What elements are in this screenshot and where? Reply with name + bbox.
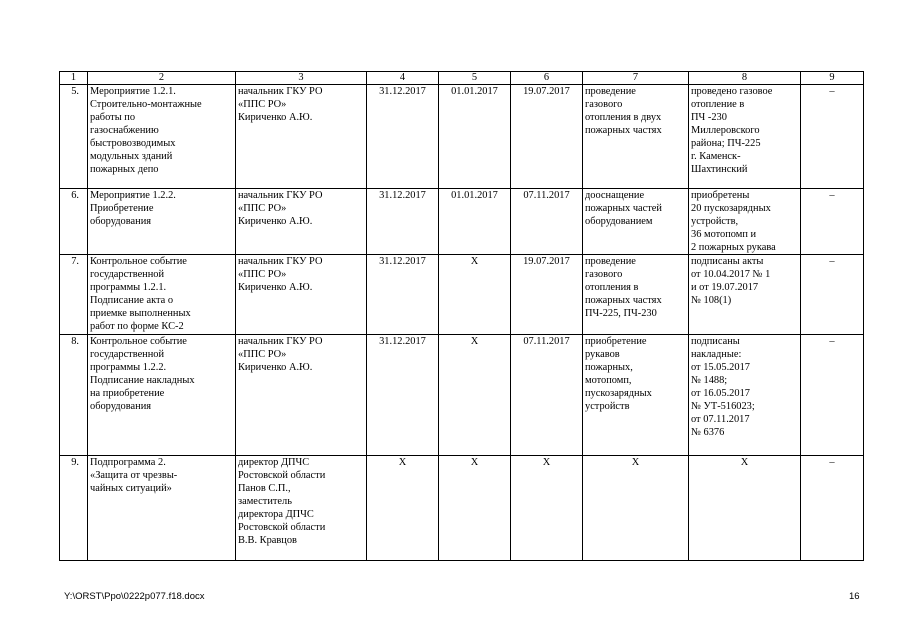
header-cell: 1 [60, 72, 88, 85]
page-number: 16 [849, 591, 860, 602]
date-fact-cell: 07.11.2017 [511, 189, 583, 255]
note-cell: – [801, 189, 864, 255]
result-fact-cell: проведено газовое отопление в ПЧ -230 Миллеровского района; ПЧ-225 г. Каменск- Шахтинский [689, 85, 801, 189]
date-start-cell: 01.01.2017 [439, 189, 511, 255]
result-fact-cell: подписаны накладные: от 15.05.2017 № 1488; от 16.05.2017 № УТ-516023; от 07.11.2017 № 6376 [689, 335, 801, 456]
responsible-cell: начальник ГКУ РО «ППС РО» Кириченко А.Ю. [236, 85, 367, 189]
note-cell: – [801, 335, 864, 456]
header-cell: 2 [88, 72, 236, 85]
table-row [60, 335, 864, 456]
header-cell: 9 [801, 72, 864, 85]
date-start-cell: Х [439, 255, 511, 335]
note-cell: – [801, 85, 864, 189]
date-plan-cell: 31.12.2017 [367, 255, 439, 335]
event-cell: Мероприятие 1.2.1. Строительно-монтажные работы по газоснабжению быстровозводимых модульных зданий пожарных депо [88, 85, 236, 189]
result-fact-cell: приобретены 20 пускозарядных устройств, 36 мотопомп и 2 пожарных рукава [689, 189, 801, 255]
result-fact-cell: подписаны акты от 10.04.2017 № 1 и от 19.07.2017 № 108(1) [689, 255, 801, 335]
date-fact-cell: 07.11.2017 [511, 335, 583, 456]
table-row [60, 456, 864, 561]
event-cell: Мероприятие 1.2.2. Приобретение оборудования [88, 189, 236, 255]
table-row [60, 189, 864, 255]
result-fact-cell: Х [689, 456, 801, 561]
event-cell: Подпрограмма 2. «Защита от чрезвы- чайных ситуаций» [88, 456, 236, 561]
result-plan-cell: проведение газового отопления в двух пожарных частях [583, 85, 689, 189]
row-number: 6. [60, 189, 88, 255]
responsible-cell: начальник ГКУ РО «ППС РО» Кириченко А.Ю. [236, 255, 367, 335]
date-fact-cell: 19.07.2017 [511, 255, 583, 335]
header-cell: 4 [367, 72, 439, 85]
table-row [60, 85, 864, 189]
date-start-cell: 01.01.2017 [439, 85, 511, 189]
date-plan-cell: Х [367, 456, 439, 561]
note-cell: – [801, 255, 864, 335]
responsible-cell: начальник ГКУ РО «ППС РО» Кириченко А.Ю. [236, 335, 367, 456]
note-cell: – [801, 456, 864, 561]
date-fact-cell: Х [511, 456, 583, 561]
result-plan-cell: проведение газового отопления в пожарных частях ПЧ-225, ПЧ-230 [583, 255, 689, 335]
table-header-row [60, 72, 864, 85]
header-cell: 5 [439, 72, 511, 85]
row-number: 7. [60, 255, 88, 335]
result-plan-cell: Х [583, 456, 689, 561]
date-plan-cell: 31.12.2017 [367, 85, 439, 189]
footer-file-path: Y:\ORST\Ppo\0222p077.f18.docx [64, 591, 205, 602]
date-plan-cell: 31.12.2017 [367, 189, 439, 255]
responsible-cell: директор ДПЧС Ростовской области Панов С.П., заместитель директора ДПЧС Ростовской области В.В. Кравцов [236, 456, 367, 561]
report-table [59, 71, 864, 561]
date-fact-cell: 19.07.2017 [511, 85, 583, 189]
result-plan-cell: приобретение рукавов пожарных, мотопомп, пускозарядных устройств [583, 335, 689, 456]
row-number: 9. [60, 456, 88, 561]
row-number: 8. [60, 335, 88, 456]
table-row [60, 255, 864, 335]
event-cell: Контрольное событие государственной программы 1.2.1. Подписание акта о приемке выполненных работ по форме КС-2 [88, 255, 236, 335]
event-cell: Контрольное событие государственной программы 1.2.2. Подписание накладных на приобретение оборудования [88, 335, 236, 456]
header-cell: 8 [689, 72, 801, 85]
row-number: 5. [60, 85, 88, 189]
header-cell: 6 [511, 72, 583, 85]
result-plan-cell: дооснащение пожарных частей оборудованием [583, 189, 689, 255]
header-cell: 7 [583, 72, 689, 85]
responsible-cell: начальник ГКУ РО «ППС РО» Кириченко А.Ю. [236, 189, 367, 255]
date-start-cell: Х [439, 456, 511, 561]
date-start-cell: Х [439, 335, 511, 456]
date-plan-cell: 31.12.2017 [367, 335, 439, 456]
header-cell: 3 [236, 72, 367, 85]
